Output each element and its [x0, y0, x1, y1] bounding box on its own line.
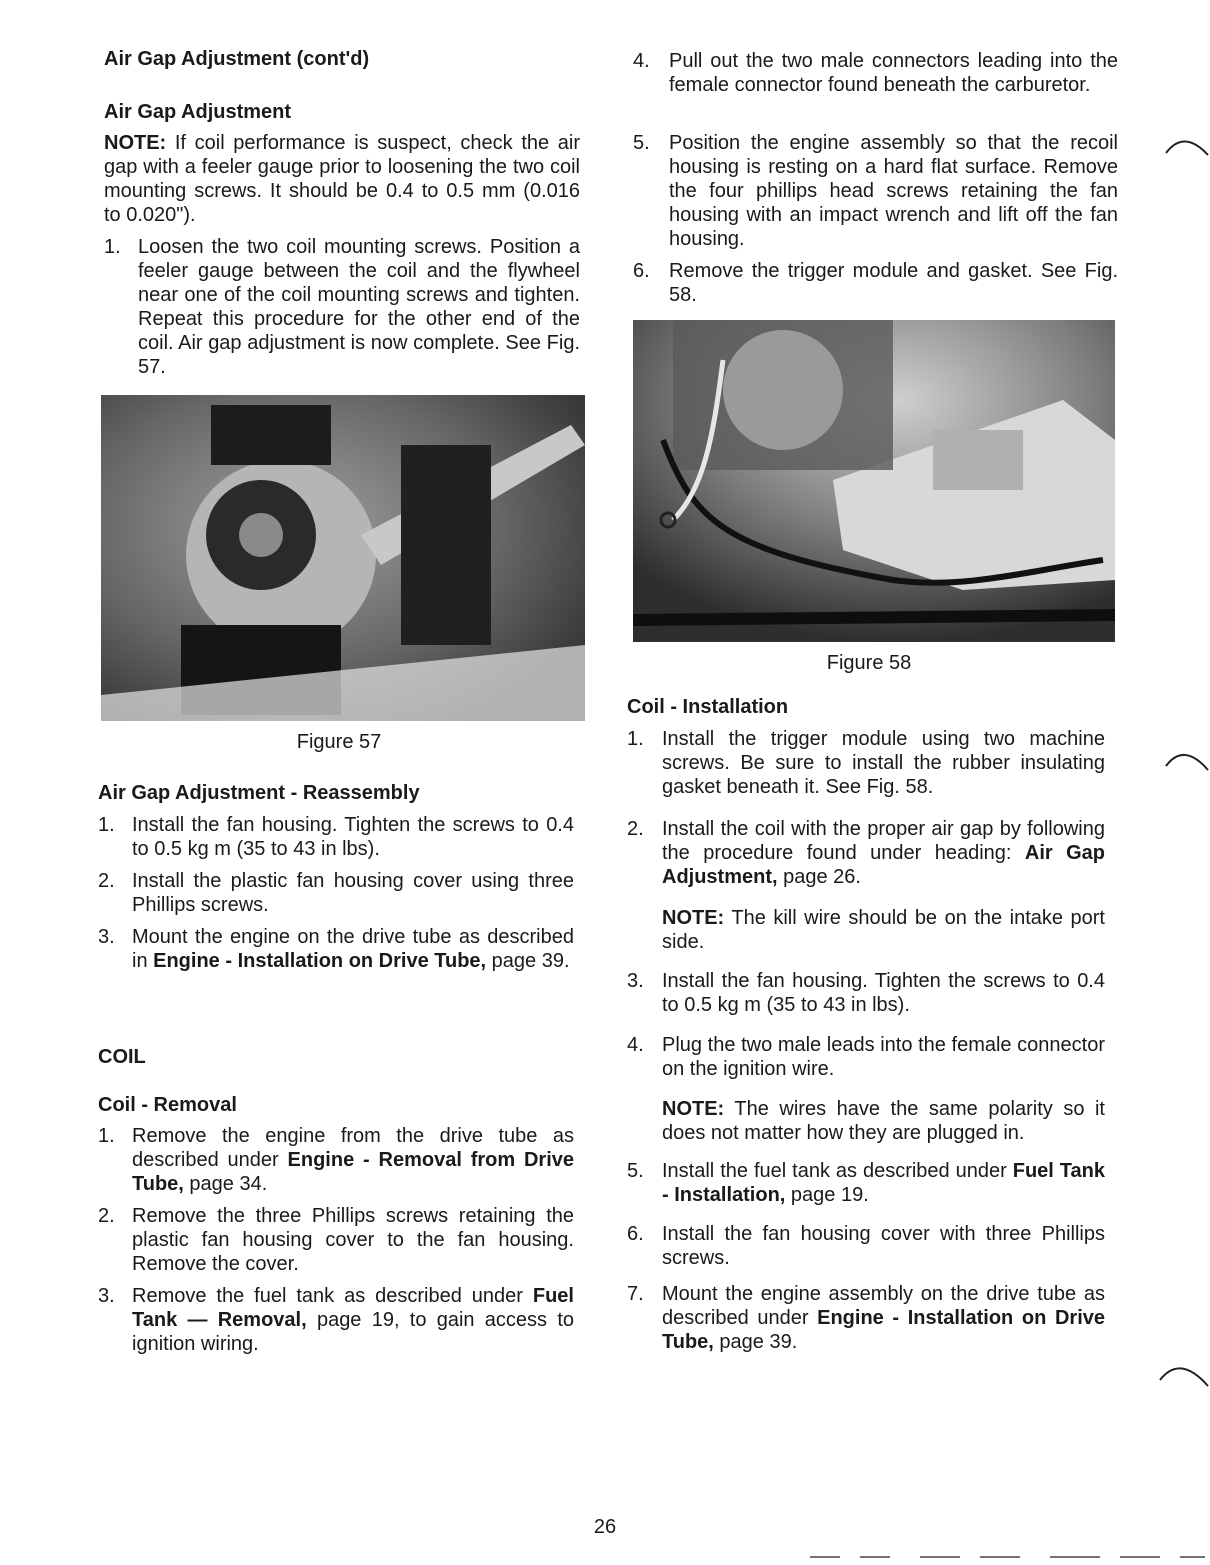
step-reference: Engine - Installation on Drive Tube,	[662, 1307, 1105, 1353]
reassembly-step-1	[98, 813, 574, 861]
note-text: The kill wire should be on the intake port side.	[662, 907, 1105, 953]
installation-step-6	[627, 1222, 1105, 1270]
coil-removal-heading: Coil - Removal	[98, 1094, 237, 1116]
note-text: If coil performance is suspect, check the air gap with a feeler gauge prior to loosening the two coil mounting screws. It should be 0.4 to 0.5 mm (0.016 to 0.020").	[104, 132, 580, 226]
engine-coil-illustration	[101, 395, 585, 721]
installation-note-2	[662, 1097, 1105, 1145]
installation-step-5	[627, 1159, 1105, 1207]
step-text: Install the fan housing. Tighten the screws to 0.4 to 0.5 kg m (35 to 43 in lbs).	[132, 814, 574, 860]
installation-step-4	[627, 1033, 1105, 1081]
note-label: NOTE:	[104, 132, 167, 154]
binder-hole-arc-icon	[1158, 1360, 1210, 1394]
note-text: The wires have the same polarity so it does not matter how they are plugged in.	[662, 1098, 1105, 1144]
removal-step-6	[633, 259, 1118, 307]
step-text: Install the fan housing cover with three Phillips screws.	[662, 1223, 1105, 1269]
step-text: Install the fan housing. Tighten the screws to 0.4 to 0.5 kg m (35 to 43 in lbs).	[662, 970, 1105, 1016]
step-number: 6.	[627, 1223, 644, 1245]
air-gap-note	[104, 131, 580, 227]
scan-edge-marks	[800, 1553, 1210, 1561]
step-number: 1.	[104, 236, 121, 258]
trigger-module-illustration	[633, 320, 1115, 642]
step-number: 5.	[633, 132, 650, 154]
removal-step-4	[633, 49, 1118, 97]
step-number: 1.	[627, 728, 644, 750]
reassembly-step-3	[98, 925, 574, 973]
binder-hole-arc-icon	[1164, 748, 1210, 778]
step-number: 4.	[633, 50, 650, 72]
air-gap-heading: Air Gap Adjustment	[104, 101, 292, 123]
figure-58-photo	[633, 320, 1115, 642]
removal-step-2	[98, 1204, 574, 1276]
installation-step-1	[627, 727, 1105, 799]
step-number: 3.	[627, 970, 644, 992]
step-text: Remove the trigger module and gasket. See Fig. 58.	[669, 260, 1118, 306]
step-text: Install the trigger module using two machine screws. Be sure to install the rubber insulating gasket beneath it. See Fig. 58.	[662, 728, 1105, 798]
step-reference: Engine - Installation on Drive Tube,	[153, 950, 487, 972]
step-text: Mount the engine assembly on the drive tube as described under	[662, 1283, 1105, 1329]
step-reference: Fuel Tank — Removal,	[132, 1285, 574, 1331]
installation-step-3	[627, 969, 1105, 1017]
coil-installation-heading: Coil - Installation	[627, 696, 789, 718]
step-page: page 34.	[183, 1173, 268, 1195]
step-reference: Fuel Tank - Installation,	[662, 1160, 1105, 1206]
step-reference: Air Gap Adjustment,	[662, 842, 1105, 888]
step-text: Install the plastic fan housing cover using three Phillips screws.	[132, 870, 574, 916]
step-number: 2.	[98, 870, 115, 892]
step-number: 6.	[633, 260, 650, 282]
step-page: page 39.	[713, 1331, 798, 1353]
step-text: Plug the two male leads into the female connector on the ignition wire.	[662, 1034, 1105, 1080]
step-page: page 39.	[486, 950, 570, 972]
note-label: NOTE:	[662, 907, 725, 929]
step-page: page 26.	[777, 866, 861, 888]
step-text: Remove the engine from the drive tube as described under	[132, 1125, 574, 1171]
step-number: 3.	[98, 926, 115, 948]
step-number: 2.	[627, 818, 644, 840]
step-text: Position the engine assembly so that the recoil housing is resting on a hard flat surface. Remove the four phillips head screws retaining the fan housing with an impact wrench and lift off the fan housing.	[669, 132, 1118, 250]
step-text: Pull out the two male connectors leading into the female connector found beneath the carburetor.	[669, 50, 1118, 96]
note-label: NOTE:	[662, 1098, 725, 1120]
binder-hole-arc-icon	[1164, 135, 1210, 165]
step-text: Remove the three Phillips screws retaining the plastic fan housing cover to the fan housing. Remove the cover.	[132, 1205, 574, 1275]
step-text: Install the fuel tank as described under	[662, 1160, 1013, 1182]
step-number: 1.	[98, 1125, 115, 1147]
page-number: 26	[593, 1516, 617, 1538]
step-number: 4.	[627, 1034, 644, 1056]
air-gap-step-1	[104, 235, 580, 379]
step-text: Install the coil with the proper air gap by following the procedure found under heading:	[662, 818, 1105, 864]
step-text: Loosen the two coil mounting screws. Position a feeler gauge between the coil and the flywheel near one of the coil mounting screws and tighten. Repeat this procedure for the other end of the coil. Air gap adjustment is now complete. See Fig. 57.	[138, 236, 580, 378]
removal-step-1	[98, 1124, 574, 1196]
step-number: 7.	[627, 1283, 644, 1305]
continued-heading: Air Gap Adjustment (cont'd)	[104, 48, 370, 70]
step-text: Mount the engine on the drive tube as described in	[132, 926, 574, 972]
installation-note-1	[662, 906, 1105, 954]
step-number: 5.	[627, 1160, 644, 1182]
reassembly-step-2	[98, 869, 574, 917]
installation-step-7	[627, 1282, 1105, 1354]
removal-step-3	[98, 1284, 574, 1356]
figure-58-caption: Figure 58	[826, 652, 912, 674]
figure-57-photo	[101, 395, 585, 721]
step-page: page 19, to gain access to ignition wiring.	[132, 1309, 575, 1355]
installation-step-2	[627, 817, 1105, 889]
reassembly-heading: Air Gap Adjustment - Reassembly	[98, 782, 420, 804]
step-number: 1.	[98, 814, 115, 836]
figure-57-caption: Figure 57	[296, 731, 382, 753]
step-text: Remove the fuel tank as described under	[132, 1285, 533, 1307]
step-number: 3.	[98, 1285, 115, 1307]
coil-section-heading: COIL	[98, 1046, 146, 1068]
step-page: page 19.	[785, 1184, 869, 1206]
step-number: 2.	[98, 1205, 115, 1227]
removal-step-5	[633, 131, 1118, 251]
step-reference: Engine - Removal from Drive Tube,	[132, 1149, 575, 1195]
